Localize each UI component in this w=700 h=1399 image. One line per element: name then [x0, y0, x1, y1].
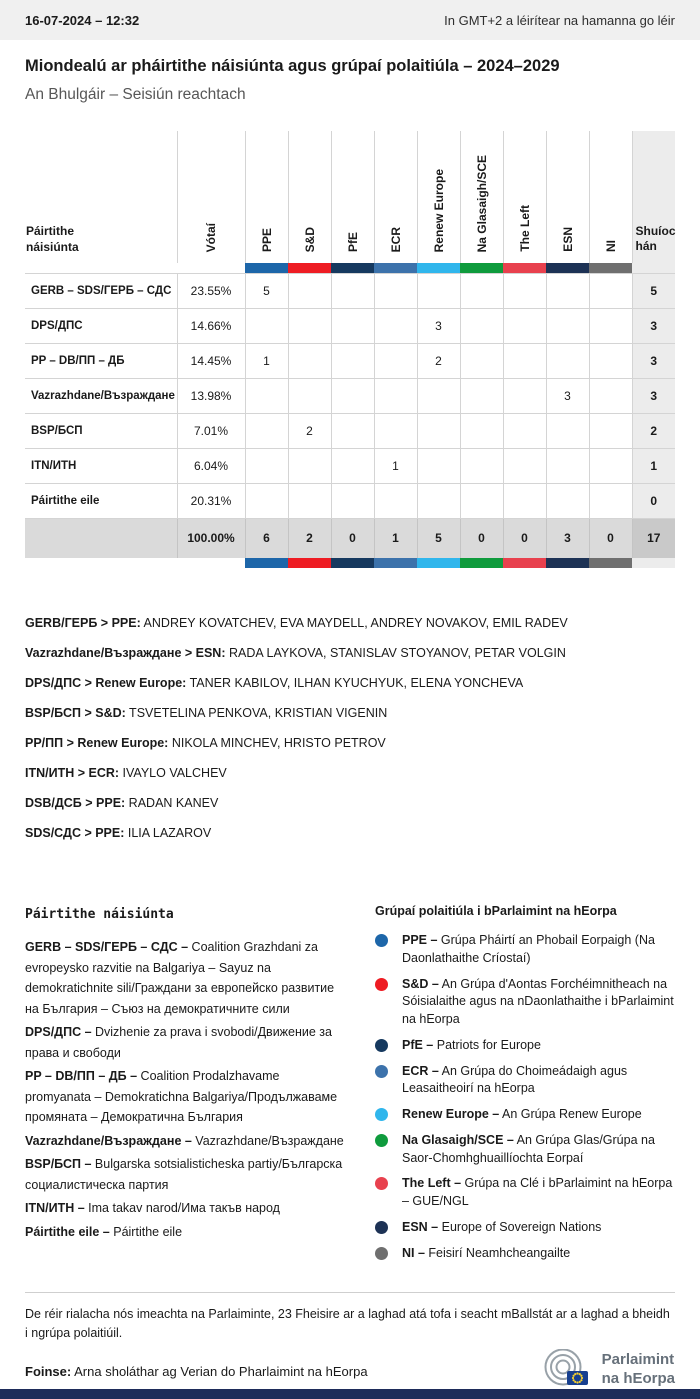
- party-name-cell: BSP/БСП: [25, 413, 177, 448]
- bottom-accent-bar: [0, 1389, 700, 1399]
- report-datetime: 16-07-2024 – 12:32: [25, 12, 140, 28]
- legend-text: [402, 1106, 675, 1124]
- group-seats-cell: [331, 413, 374, 448]
- glossary-section: [25, 904, 675, 1270]
- group-total-cell: 2: [288, 518, 331, 558]
- total-votes-cell: 100.00%: [177, 518, 245, 558]
- legend-group-code: Na Glasaigh/SCE –: [402, 1132, 514, 1147]
- political-groups-legend: [375, 904, 675, 1270]
- national-party-name: GERB – SDS/ГЕРБ – СДС –: [25, 940, 189, 955]
- group-color-swatch: [288, 558, 331, 568]
- group-seats-cell: [460, 483, 503, 518]
- group-color-swatch: [460, 263, 503, 273]
- legend-item: [375, 1106, 675, 1124]
- table-header-group-5: Na Glasaigh/SCE: [460, 131, 503, 263]
- group-seats-cell: [288, 378, 331, 413]
- group-color-swatch: [503, 263, 546, 273]
- total-seats-cell: 3: [632, 343, 675, 378]
- group-seats-cell: [503, 273, 546, 308]
- national-party-entry: [25, 1154, 347, 1195]
- group-seats-cell: [288, 448, 331, 483]
- member-line: [25, 668, 675, 698]
- votes-cell: 20.31%: [177, 483, 245, 518]
- member-line-names: ILIA LAZAROV: [124, 826, 212, 840]
- group-total-cell: 6: [245, 518, 288, 558]
- national-party-name: PP – DB/ПП – ДБ –: [25, 1069, 138, 1084]
- legend-text: [402, 976, 675, 1029]
- legend-item: [375, 1063, 675, 1099]
- group-seats-cell: [546, 448, 589, 483]
- group-total-cell: 5: [417, 518, 460, 558]
- table-header-group-0: PPE: [245, 131, 288, 263]
- member-line-names: ANDREY KOVATCHEV, EVA MAYDELL, ANDREY NOVAKOV, EMIL RADEV: [140, 616, 568, 630]
- member-line-label: DPS/ДПС > Renew Europe:: [25, 676, 187, 690]
- national-party-desc: Dvizhenie za prava i svobodi/Движение за права и свободи: [25, 1025, 332, 1060]
- party-row: [25, 343, 675, 378]
- legend-group-code: PfE –: [402, 1037, 434, 1052]
- votes-cell: 7.01%: [177, 413, 245, 448]
- member-line: [25, 698, 675, 728]
- group-seats-cell: [546, 483, 589, 518]
- member-line-label: Vazrazhdane/Възраждане > ESN:: [25, 646, 226, 660]
- legend-text: [402, 1245, 675, 1263]
- top-bar: [0, 0, 700, 40]
- total-seats-cell: 0: [632, 483, 675, 518]
- legend-group-code: ESN –: [402, 1219, 439, 1234]
- table-header-group-7: ESN: [546, 131, 589, 263]
- group-seats-cell: [589, 308, 632, 343]
- party-row: [25, 273, 675, 308]
- national-party-entry: [25, 1222, 347, 1243]
- group-seats-cell: [589, 413, 632, 448]
- group-seats-cell: [374, 483, 417, 518]
- legend-group-code: PPE –: [402, 933, 438, 947]
- group-color-dot: [375, 934, 388, 947]
- group-seats-cell: [460, 413, 503, 448]
- grand-total-cell: 17: [632, 518, 675, 558]
- ep-logo-graphic: [541, 1349, 593, 1391]
- group-color-swatch: [331, 263, 374, 273]
- national-parties-glossary: [25, 904, 347, 1270]
- group-seats-cell: [546, 308, 589, 343]
- legend-group-code: S&D –: [402, 976, 439, 991]
- group-seats-cell: [374, 343, 417, 378]
- votes-cell: 13.98%: [177, 378, 245, 413]
- table-header-group-8: NI: [589, 131, 632, 263]
- group-color-swatch: [546, 558, 589, 568]
- legend-item: [375, 932, 675, 968]
- group-seats-cell: [503, 448, 546, 483]
- table-header-group-4: Renew Europe: [417, 131, 460, 263]
- group-seats-cell: [589, 343, 632, 378]
- member-line-names: RADA LAYKOVA, STANISLAV STOYANOV, PETAR VOLGIN: [225, 646, 566, 660]
- member-line-label: PP/ПП > Renew Europe:: [25, 736, 169, 750]
- group-total-cell: 3: [546, 518, 589, 558]
- member-line-label: GERB/ГЕРБ > PPE:: [25, 616, 141, 630]
- group-seats-cell: [589, 273, 632, 308]
- legend-text: [402, 1132, 675, 1168]
- table-header-row: [25, 131, 675, 263]
- page-subtitle: An Bhulgáir – Seisiún reachtach: [25, 86, 246, 103]
- source-label: Foinse:: [25, 1363, 72, 1379]
- group-seats-cell: [288, 343, 331, 378]
- legend-group-desc: An Grúpa d'Aontas Forchéimnitheach na Sóisialaithe agus na nDaonlathaithe i bParlaimint na hEorpa: [402, 976, 674, 1026]
- national-party-desc: Vazrazhdane/Възраждане: [191, 1133, 344, 1148]
- group-seats-cell: 3: [546, 378, 589, 413]
- member-line: [25, 788, 675, 818]
- national-party-desc: Ima takav narod/Има такъв народ: [84, 1201, 280, 1216]
- party-name-cell: DPS/ДПС: [25, 308, 177, 343]
- national-party-name: BSP/БСП –: [25, 1157, 92, 1172]
- group-seats-cell: [589, 483, 632, 518]
- groups-legend-heading: Grúpaí polaitiúla i bParlaimint na hEorpa: [375, 904, 617, 918]
- legend-group-code: NI –: [402, 1245, 425, 1260]
- legend-item: [375, 1175, 675, 1211]
- legend-group-desc: Grúpa Pháirtí an Phobail Eorpaigh (Na Daonlathaithe Críostaí): [402, 933, 655, 965]
- group-seats-cell: [245, 413, 288, 448]
- group-color-swatch: [374, 558, 417, 568]
- legend-text: [402, 932, 675, 968]
- footer: [25, 1292, 675, 1391]
- group-seats-cell: [503, 413, 546, 448]
- total-seats-cell: 5: [632, 273, 675, 308]
- legend-group-desc: Patriots for Europe: [433, 1037, 541, 1052]
- member-line: [25, 818, 675, 848]
- party-row: [25, 413, 675, 448]
- legend-group-desc: Europe of Sovereign Nations: [438, 1219, 602, 1234]
- group-color-dot: [375, 1108, 388, 1121]
- party-row: [25, 308, 675, 343]
- legend-group-code: ECR –: [402, 1063, 439, 1078]
- group-color-dot: [375, 1247, 388, 1260]
- group-color-swatch: [374, 263, 417, 273]
- group-seats-cell: [417, 273, 460, 308]
- national-parties-heading: Páirtithe náisiúnta: [25, 907, 174, 922]
- totals-row: [25, 518, 675, 558]
- legend-text: [402, 1037, 675, 1055]
- group-seats-cell: [589, 448, 632, 483]
- national-party-desc: Bulgarska sotsialisticheska partiy/Българска социалистическа партия: [25, 1157, 343, 1192]
- group-seats-cell: [288, 308, 331, 343]
- member-line: [25, 758, 675, 788]
- party-name-cell: Páirtithe eile: [25, 483, 177, 518]
- group-seats-cell: [245, 448, 288, 483]
- timezone-note: In GMT+2 a léirítear na hamanna go léir: [444, 12, 675, 28]
- legend-group-desc: An Grúpa do Choimeádaigh agus Leasaitheoirí na hEorpa: [402, 1063, 628, 1096]
- legend-text: [402, 1175, 675, 1211]
- group-seats-cell: [331, 378, 374, 413]
- group-seats-cell: [417, 378, 460, 413]
- table-header-votes: Vótaí: [177, 131, 245, 263]
- ep-logo-text-line2: na hEorpa: [601, 1369, 675, 1387]
- member-line-names: TSVETELINA PENKOVA, KRISTIAN VIGENIN: [125, 706, 388, 720]
- group-seats-cell: [331, 308, 374, 343]
- procedural-note: De réir rialacha nós imeachta na Parlaiminte, 23 Fheisire ar a laghad atá tofa i seacht mBallstát ar a laghad a bheidh i ngrúpa polaitiúil.: [25, 1307, 670, 1340]
- table-header-group-3: ECR: [374, 131, 417, 263]
- national-party-entry: [25, 1066, 347, 1128]
- footer-divider: [25, 1292, 675, 1293]
- legend-item: [375, 976, 675, 1029]
- group-color-swatch: [288, 263, 331, 273]
- eu-flag-icon: [567, 1371, 588, 1385]
- party-row: [25, 483, 675, 518]
- group-seats-cell: [503, 483, 546, 518]
- legend-text: [402, 1063, 675, 1099]
- group-seats-cell: [589, 378, 632, 413]
- legend-item: [375, 1219, 675, 1237]
- group-color-swatch: [245, 263, 288, 273]
- national-party-entry: [25, 1022, 347, 1063]
- national-party-name: Vazrazhdane/Възраждане –: [25, 1133, 192, 1148]
- total-seats-cell: 1: [632, 448, 675, 483]
- votes-cell: 23.55%: [177, 273, 245, 308]
- group-seats-cell: [417, 483, 460, 518]
- member-line-names: IVAYLO VALCHEV: [119, 766, 227, 780]
- group-color-dot: [375, 1039, 388, 1052]
- group-seats-cell: [331, 483, 374, 518]
- group-seats-cell: [460, 378, 503, 413]
- group-seats-cell: [417, 448, 460, 483]
- member-line-label: SDS/СДС > PPE:: [25, 826, 125, 840]
- group-seats-cell: [546, 273, 589, 308]
- group-total-cell: 1: [374, 518, 417, 558]
- members-list: [25, 608, 675, 848]
- table-header-group-2: PfE: [331, 131, 374, 263]
- source-line: [25, 1364, 368, 1379]
- member-line: [25, 728, 675, 758]
- group-seats-cell: [374, 413, 417, 448]
- group-color-swatch: [546, 263, 589, 273]
- table-header-group-6: The Left: [503, 131, 546, 263]
- group-seats-cell: 2: [288, 413, 331, 448]
- votes-cell: 14.45%: [177, 343, 245, 378]
- national-parties-items: [25, 937, 347, 1242]
- legend-item: [375, 1245, 675, 1263]
- ep-logo: [541, 1349, 675, 1391]
- group-seats-cell: [245, 483, 288, 518]
- party-row: [25, 448, 675, 483]
- group-color-dot: [375, 1065, 388, 1078]
- group-color-swatch: [589, 263, 632, 273]
- legend-group-desc: Feisirí Neamhcheangailte: [424, 1245, 571, 1260]
- national-party-entry: [25, 1131, 347, 1152]
- total-seats-cell: 2: [632, 413, 675, 448]
- seats-breakdown-table: [25, 131, 675, 568]
- national-party-name: ITN/ИТН –: [25, 1201, 85, 1216]
- group-seats-cell: [460, 308, 503, 343]
- group-color-swatch: [417, 263, 460, 273]
- group-color-bar: [25, 263, 675, 273]
- group-seats-cell: [417, 413, 460, 448]
- group-color-swatch: [589, 558, 632, 568]
- group-seats-cell: [460, 273, 503, 308]
- party-name-cell: GERB – SDS/ГЕРБ – СДС: [25, 273, 177, 308]
- legend-item: [375, 1037, 675, 1055]
- group-total-cell: 0: [589, 518, 632, 558]
- member-line-names: RADAN KANEV: [125, 796, 219, 810]
- legend-group-code: The Left –: [402, 1176, 462, 1191]
- national-party-name: DPS/ДПС –: [25, 1025, 92, 1040]
- votes-cell: 14.66%: [177, 308, 245, 343]
- legend-group-code: Renew Europe –: [402, 1107, 500, 1121]
- group-seats-cell: 1: [374, 448, 417, 483]
- group-seats-cell: [503, 308, 546, 343]
- group-seats-cell: [245, 378, 288, 413]
- member-line: [25, 608, 675, 638]
- group-seats-cell: [331, 273, 374, 308]
- table-header-parties: Páirtithe náisiúnta: [25, 131, 177, 263]
- ep-logo-text-line1: Parlaimint: [601, 1350, 675, 1368]
- group-color-swatch: [417, 558, 460, 568]
- group-color-dot: [375, 1177, 388, 1190]
- member-line: [25, 638, 675, 668]
- member-line-label: BSP/БСП > S&D:: [25, 706, 126, 720]
- group-seats-cell: 5: [245, 273, 288, 308]
- group-seats-cell: [374, 308, 417, 343]
- group-seats-cell: [331, 448, 374, 483]
- groups-legend-items: [375, 932, 675, 1262]
- group-seats-cell: [288, 273, 331, 308]
- group-color-swatch: [503, 558, 546, 568]
- group-seats-cell: [374, 378, 417, 413]
- legend-group-desc: Grúpa na Clé i bParlaimint na hEorpa – GUE/NGL: [402, 1176, 673, 1208]
- party-name-cell: Vazrazhdane/Възраждане: [25, 378, 177, 413]
- group-total-cell: 0: [331, 518, 374, 558]
- page-title: Miondealú ar pháirtithe náisiúnta agus grúpaí polaitiúla – 2024–2029: [25, 57, 560, 75]
- group-seats-cell: [546, 343, 589, 378]
- group-seats-cell: 2: [417, 343, 460, 378]
- source-text: Arna sholáthar ag Verian do Pharlaimint na hEorpa: [74, 1363, 368, 1379]
- national-party-desc: Páirtithe eile: [109, 1224, 183, 1239]
- group-seats-cell: [503, 343, 546, 378]
- group-color-swatch: [331, 558, 374, 568]
- group-seats-cell: [503, 378, 546, 413]
- group-color-dot: [375, 1221, 388, 1234]
- national-party-desc: Coalition Grazhdani za evropeysko razvitie na Balgariya – Sayuz na demokratichnite sili/Граждани за европейско развитие на България – Съюз на демократичните сили: [25, 940, 335, 1016]
- group-color-dot: [375, 1134, 388, 1147]
- national-party-entry: [25, 937, 347, 1019]
- legend-group-desc: An Grúpa Glas/Grúpa na Saor-Chomhghuaillíochta Eorpaí: [402, 1132, 655, 1165]
- votes-cell: 6.04%: [177, 448, 245, 483]
- legend-item: [375, 1132, 675, 1168]
- party-row: [25, 378, 675, 413]
- national-party-entry: [25, 1198, 347, 1219]
- footer-row: [25, 1349, 675, 1391]
- group-total-cell: 0: [460, 518, 503, 558]
- group-color-dot: [375, 978, 388, 991]
- member-line-label: ITN/ИТН > ECR:: [25, 766, 120, 780]
- group-seats-cell: [288, 483, 331, 518]
- group-seats-cell: [460, 448, 503, 483]
- table-header-group-1: S&D: [288, 131, 331, 263]
- group-seats-cell: [245, 308, 288, 343]
- party-name-cell: PP – DB/ПП – ДБ: [25, 343, 177, 378]
- national-party-desc: Coalition Prodalzhavame promyanata – Demokratichna Balgariya/Продължаваме промяната – Демократична България: [25, 1069, 338, 1125]
- group-seats-cell: 1: [245, 343, 288, 378]
- group-seats-cell: [546, 413, 589, 448]
- member-line-names: NIKOLA MINCHEV, HRISTO PETROV: [168, 736, 386, 750]
- ep-logo-text: [602, 1351, 675, 1389]
- total-seats-cell: 3: [632, 378, 675, 413]
- party-name-cell: ITN/ИТН: [25, 448, 177, 483]
- legend-group-desc: An Grúpa Renew Europe: [499, 1107, 642, 1121]
- group-seats-cell: 3: [417, 308, 460, 343]
- group-seats-cell: [460, 343, 503, 378]
- group-color-bar: [25, 558, 675, 568]
- legend-text: [402, 1219, 675, 1237]
- national-party-name: Páirtithe eile –: [25, 1224, 110, 1239]
- total-seats-cell: 3: [632, 308, 675, 343]
- table-header-seats: Shuíoc hán: [632, 131, 675, 263]
- member-line-label: DSB/ДСБ > PPE:: [25, 796, 126, 810]
- member-line-names: TANER KABILOV, ILHAN KYUCHYUK, ELENA YONCHEVA: [186, 676, 524, 690]
- main-content: [0, 57, 700, 1270]
- group-total-cell: 0: [503, 518, 546, 558]
- group-color-swatch: [245, 558, 288, 568]
- group-seats-cell: [331, 343, 374, 378]
- group-seats-cell: [374, 273, 417, 308]
- group-color-swatch: [460, 558, 503, 568]
